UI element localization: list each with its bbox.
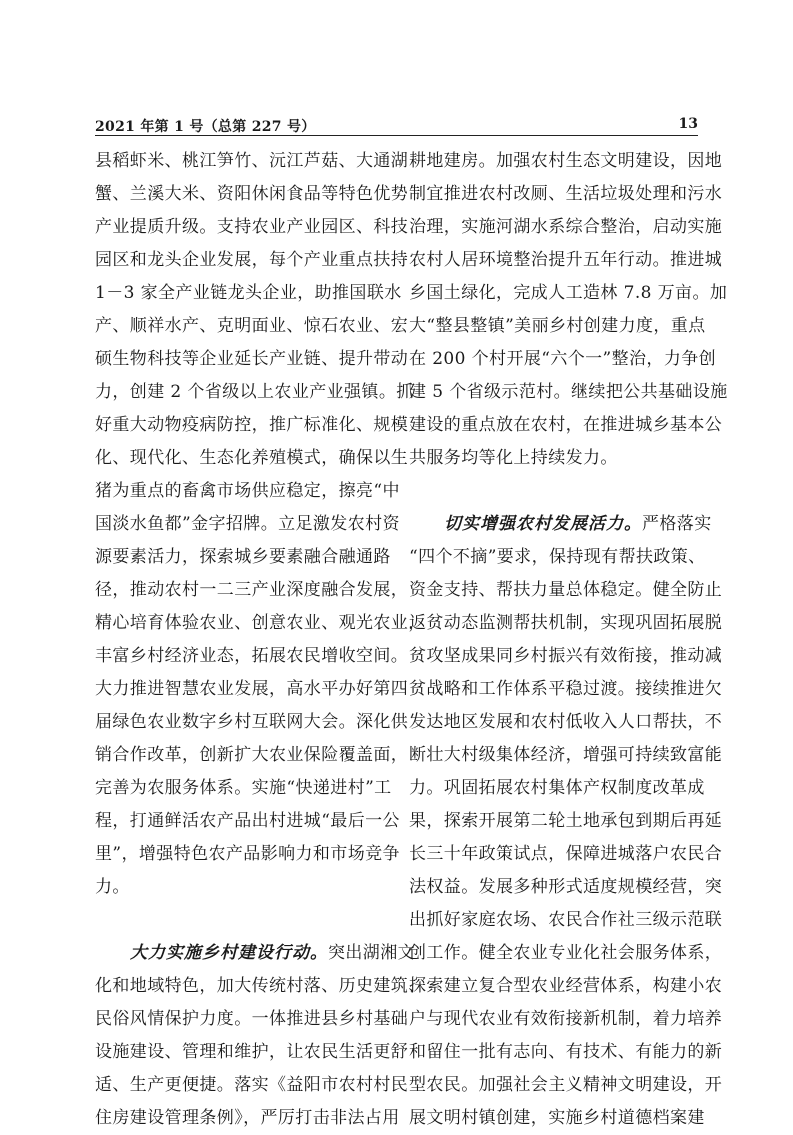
text-line (409, 541, 706, 574)
text-line (95, 244, 409, 277)
text-line (409, 970, 723, 1003)
text-line (409, 904, 723, 937)
text-line (95, 1036, 409, 1069)
text-line (409, 145, 723, 178)
line-text: 完善为农服务体系。实施“快递进村”工 (95, 778, 392, 798)
text-line (95, 211, 409, 244)
issue-label: 2021 年第 1 号（总第 227 号） (95, 119, 316, 135)
text-line (95, 871, 386, 904)
page-number: 13 (678, 116, 698, 132)
text-line (95, 475, 400, 508)
line-text: 园区和龙头企业发展，每个产业重点扶持 (95, 250, 409, 270)
text-line (409, 739, 723, 772)
text-line (409, 640, 723, 673)
text-line (409, 871, 723, 904)
text-line (95, 409, 409, 442)
line-text: 里”，增强特色农产品影响力和市场竞争 (95, 844, 400, 864)
text-line (95, 937, 415, 970)
text-line (409, 343, 717, 376)
text-line (409, 937, 723, 970)
line-text: 住房建设管理条例》，严厉打击非法占用 (95, 1108, 400, 1128)
text-line (409, 838, 723, 871)
line-text: 届绿色农业数字乡村互联网大会。深化供 (95, 712, 409, 732)
line-text: 化、现代化、生态化养殖模式，确保以生 (95, 448, 409, 468)
line-text: 丰富乡村经济业态，拓展农民增收空间。 (95, 646, 409, 666)
text-line (95, 970, 426, 1003)
text-line (409, 772, 705, 805)
line-text: 返贫动态监测帮扶机制，实现巩固拓展脱 (409, 613, 723, 633)
text-line (95, 541, 391, 574)
line-text: 国淡水鱼都”金字招牌。立足激发农村资 (95, 514, 400, 534)
text-line (409, 277, 728, 310)
text-line (95, 508, 400, 541)
line-text: 严格落实 (642, 514, 712, 534)
line-text: 乡国土绿化，完成人工造林 7.8 万亩。加 (409, 283, 728, 303)
text-line (409, 376, 728, 409)
text-line (95, 772, 392, 805)
text-line (409, 310, 706, 343)
text-line (409, 409, 723, 442)
line-text: 法权益。发展多种形式适度规模经营，突 (409, 877, 723, 897)
text-line (95, 805, 400, 838)
line-text: 力。 (95, 877, 130, 897)
line-text: 果，探索开展第二轮土地承包到期后再延 (409, 811, 723, 831)
line-text: 程，打通鲜活农产品出村进城“最后一公 (95, 811, 400, 831)
text-line (95, 607, 426, 640)
line-text: 猪为重点的畜禽市场供应稳定，擦亮“中 (95, 481, 400, 501)
text-line (95, 442, 409, 475)
line-text: 资金支持、帮扶力量总体稳定。健全防止 (409, 580, 723, 600)
line-text: 建设的重点放在农村，在推进城乡基本公 (409, 415, 723, 435)
line-text: 产业提质升级。支持农业产业园区、科技 (95, 217, 409, 237)
line-text: 治理，实施河湖水系综合整治，启动实施 (409, 217, 723, 237)
text-line (409, 574, 723, 607)
line-text: 共服务均等化上持续发力。 (409, 448, 618, 468)
line-text: 县稻虾米、桃江笋竹、沅江芦菇、大通湖 (95, 151, 409, 171)
right-column (409, 145, 728, 1135)
text-line (409, 673, 723, 706)
text-line (95, 673, 409, 706)
text-line (409, 805, 723, 838)
line-text: 建 5 个省级示范村。继续把公共基础设施 (409, 382, 728, 402)
line-text: 型农民。加强社会主义精神文明建设，开 (409, 1075, 723, 1095)
line-text: 硕生物科技等企业延长产业链、提升带动 (95, 349, 409, 369)
text-line (409, 475, 700, 508)
line-text: 力。巩固拓展农村集体产权制度改革成 (409, 778, 705, 798)
text-line (409, 1102, 705, 1135)
line-text: 大“整县整镇”美丽乡村创建力度，重点 (409, 316, 706, 336)
text-line (95, 277, 402, 310)
line-text: 产、顺祥水产、克明面业、惊石农业、宏 (95, 316, 409, 336)
line-text: 在 200 个村开展“六个一”整治，力争创 (409, 349, 717, 369)
line-text: 创工作。健全农业专业化社会服务体系， (409, 943, 723, 963)
text-line (95, 178, 409, 211)
text-line (95, 739, 409, 772)
line-text: 1－3 家全产业链龙头企业，助推国联水 (95, 283, 402, 303)
line-text: 贫战略和工作体系平稳过渡。接续推进欠 (409, 679, 723, 699)
header-rule (95, 135, 698, 136)
line-text: 贫攻坚成果同乡村振兴有效衔接，推动减 (409, 646, 723, 666)
text-line (409, 178, 723, 211)
text-line (95, 838, 400, 871)
line-text: 好重大动物疫病防控，推广标准化、规模 (95, 415, 409, 435)
text-line (409, 244, 723, 277)
text-line (409, 442, 700, 475)
line-text: 探索建立复合型农业经营体系，构建小农 (409, 976, 723, 996)
line-text: 农村人居环境整治提升五年行动。推进城 (409, 250, 723, 270)
line-text: 蟹、兰溪大米、资阳休闲食品等特色优势 (95, 184, 409, 204)
line-text: 设施建设、管理和维护，让农民生活更舒 (95, 1042, 409, 1062)
text-line (95, 1003, 409, 1036)
line-text: 发达地区发展和农村低收入人口帮扶，不 (409, 712, 723, 732)
text-line (95, 145, 409, 178)
line-text: 耕地建房。加强农村生态文明建设，因地 (409, 151, 723, 171)
line-text: 适、生产更便捷。落实《益阳市农村村民 (95, 1075, 409, 1095)
left-column (95, 145, 426, 1135)
line-text: 长三十年政策试点，保障进城落户农民合 (409, 844, 723, 864)
paragraph-lead: 切实增强农村发展活力。 (444, 514, 642, 534)
paragraph-lead: 大力实施乡村建设行动。 (130, 943, 328, 963)
text-line (95, 1102, 400, 1135)
line-text: “四个不摘”要求，保持现有帮扶政策、 (409, 547, 706, 567)
line-text: 源要素活力，探索城乡要素融合融通路 (95, 547, 391, 567)
line-text: 化和地域特色，加大传统村落、历史建筑、 (95, 976, 426, 996)
text-line (409, 1069, 723, 1102)
line-text: 展文明村镇创建，实施乡村道德档案建 (409, 1108, 705, 1128)
text-line (409, 211, 723, 244)
line-text: 径，推动农村一二三产业深度融合发展， (95, 580, 409, 600)
line-text: 销合作改革，创新扩大农业保险覆盖面， (95, 745, 409, 765)
text-line (95, 310, 409, 343)
text-line (95, 376, 414, 409)
line-text: 民俗风情保护力度。一体推进县乡村基础 (95, 1009, 409, 1029)
text-line (409, 706, 723, 739)
text-line (409, 607, 723, 640)
text-line (95, 1069, 409, 1102)
line-text: 精心培育体验农业、创意农业、观光农业， (95, 613, 426, 633)
line-text: 户与现代农业有效衔接新机制，着力培养 (409, 1009, 723, 1029)
line-text: 制宜推进农村改厕、生活垃圾处理和污水 (409, 184, 723, 204)
text-line (95, 343, 409, 376)
text-line (95, 904, 386, 937)
text-line (95, 574, 409, 607)
line-text: 突出湖湘文 (328, 943, 415, 963)
text-line (409, 1036, 723, 1069)
line-text: 和留住一批有志向、有技术、有能力的新 (409, 1042, 723, 1062)
text-line (95, 640, 409, 673)
line-text: 断壮大村级集体经济，增强可持续致富能 (409, 745, 723, 765)
text-line (95, 706, 409, 739)
line-text: 力，创建 2 个省级以上农业产业强镇。抓 (95, 382, 414, 402)
text-line (409, 1003, 723, 1036)
line-text: 大力推进智慧农业发展，高水平办好第四 (95, 679, 409, 699)
line-text: 出抓好家庭农场、农民合作社三级示范联 (409, 910, 723, 930)
text-line (409, 508, 712, 541)
